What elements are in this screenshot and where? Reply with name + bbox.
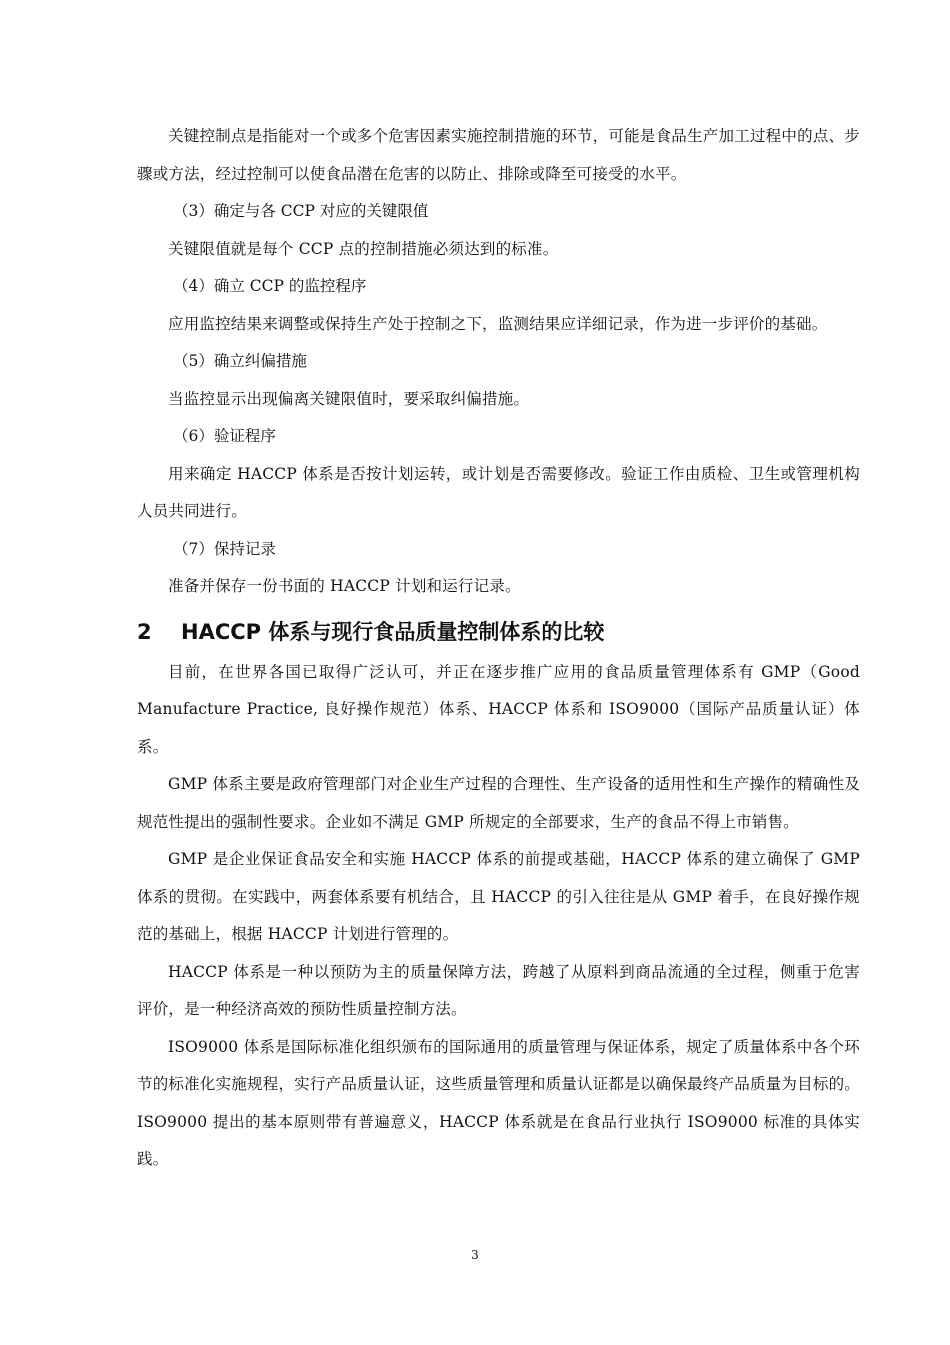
item-title-7: （7）保持记录 [173, 539, 276, 558]
section-number: 2 [137, 619, 152, 644]
item-title-5: （5）确立纠偏措施 [173, 352, 307, 370]
item-body-4: 应用监控结果来调整或保持生产处于控制之下，监测结果应详细记录，作为进一步评价的基础。 [168, 314, 828, 333]
section-heading [137, 620, 860, 644]
page-number: 3 [471, 1248, 479, 1262]
section-paragraph-5: ISO9000 体系是国际标准化组织颁布的国际通用的质量管理与保证体系，规定了质量体系中各个环节的标准化实施规程，实行产品质量认证，这些质量管理和质量认证都是以确保最终产品质量为目标的。ISO9000 提出的基本原则带有普遍意义，HACCP 体系就是在食品行业执行 ISO9000 标准的具体实践。 [137, 1037, 860, 1168]
item-body-3: 关键限值就是每个 CCP 点的控制措施必须达到的标准。 [168, 239, 559, 258]
section-paragraph-3: GMP 是企业保证食品安全和实施 HACCP 体系的前提或基础，HACCP 体系的建立确保了 GMP 体系的贯彻。在实践中，两套体系要有机结合，且 HACCP 的引入往往是从 GMP 着手，在良好操作规范的基础上，根据 HACCP 计划进行管理的。 [137, 850, 860, 943]
item-title-3: （3）确定与各 CCP 对应的关键限值 [173, 202, 429, 220]
item-body-7: 准备并保存一份书面的 HACCP 计划和运行记录。 [168, 577, 521, 595]
item-body-6: 用来确定 HACCP 体系是否按计划运转，或计划是否需要修改。验证工作由质检、卫生或管理机构人员共同进行。 [137, 464, 860, 520]
item-title-4: （4）确立 CCP 的监控程序 [173, 277, 367, 295]
section-paragraph-1: 目前，在世界各国已取得广泛认可，并正在逐步推广应用的食品质量管理体系有 GMP（Good Manufacture Practice, 良好操作规范）体系、HACCP 体系和 ISO9000（国际产品质量认证）体系。 [137, 662, 860, 756]
section-title: HACCP 体系与现行食品质量控制体系的比较 [181, 619, 605, 644]
section-paragraph-2: GMP 体系主要是政府管理部门对企业生产过程的合理性、生产设备的适用性和生产操作的精确性及规范性提出的强制性要求。企业如不满足 GMP 所规定的全部要求，生产的食品不得上市销售。 [137, 775, 860, 831]
item-body-5: 当监控显示出现偏离关键限值时，要采取纠偏措施。 [168, 389, 530, 408]
paragraph-ccp-definition: 关键控制点是指能对一个或多个危害因素实施控制措施的环节，可能是食品生产加工过程中的点、步骤或方法，经过控制可以使食品潜在危害的以防止、排除或降至可接受的水平。 [137, 127, 860, 183]
item-title-6: （6）验证程序 [173, 427, 276, 445]
section-paragraph-4: HACCP 体系是一种以预防为主的质量保障方法，跨越了从原料到商品流通的全过程，侧重于危害评价，是一种经济高效的预防性质量控制方法。 [137, 962, 860, 1018]
page-content [137, 118, 860, 1179]
